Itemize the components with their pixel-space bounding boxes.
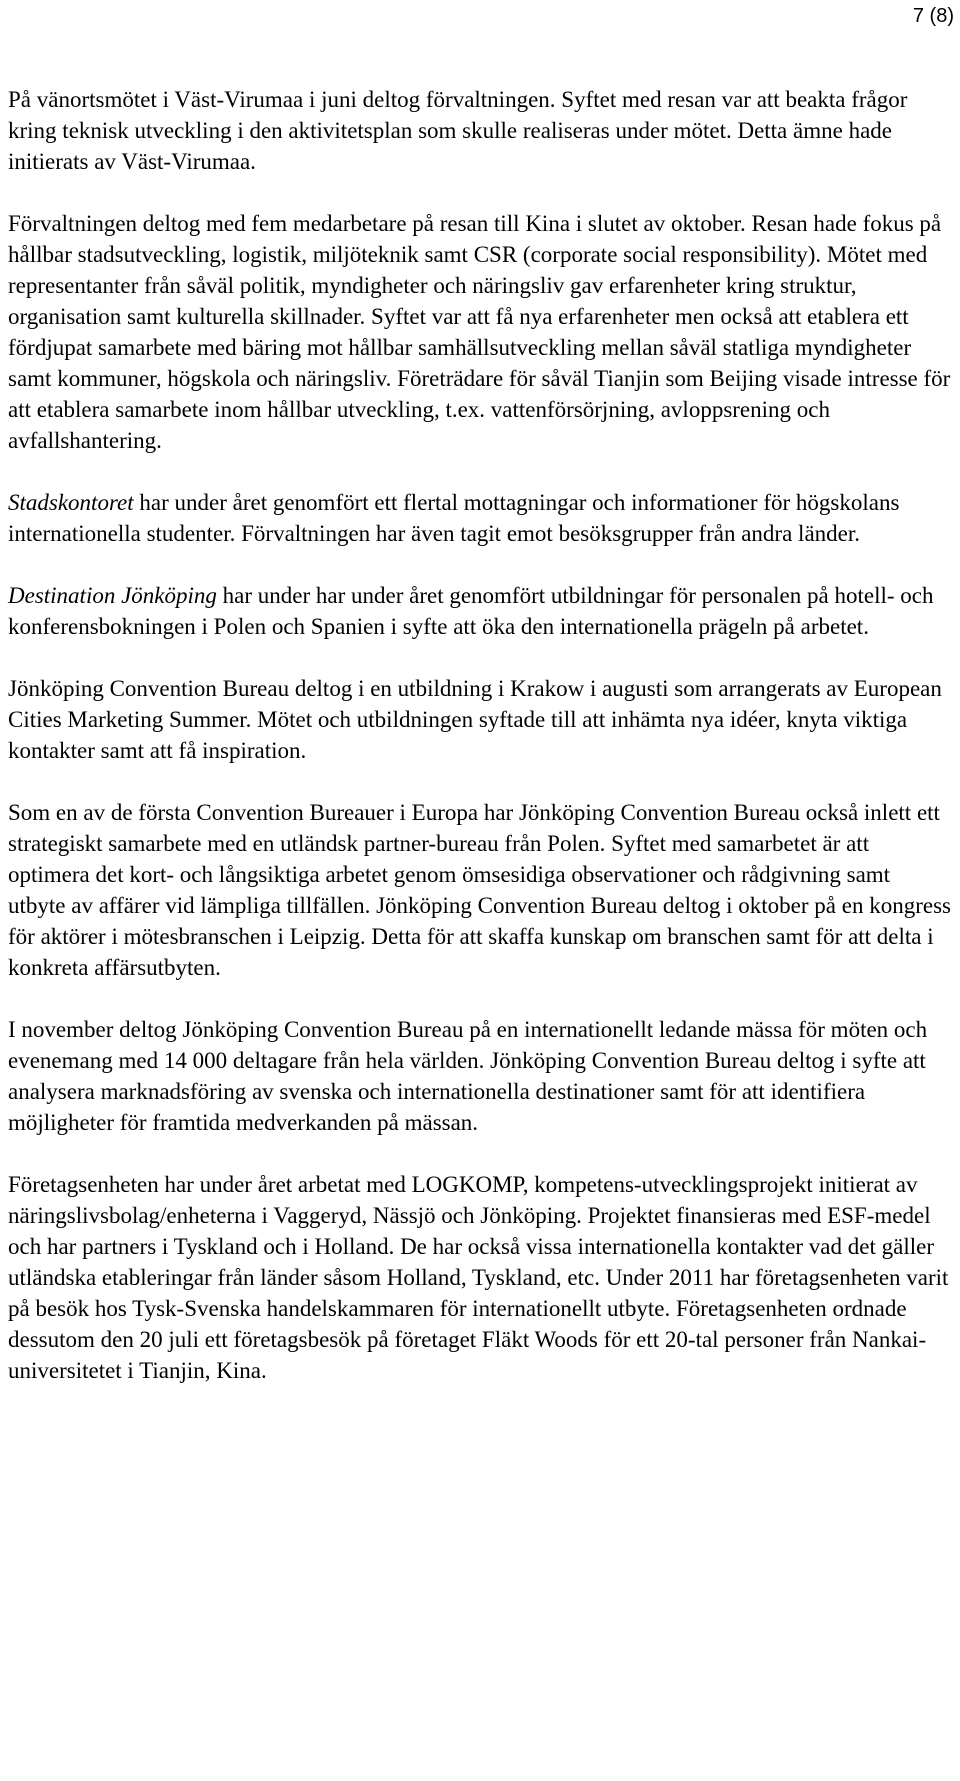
paragraph-text: har under året genomfört ett flertal mottagningar och informationer för högskolans internationella studenter. Förvaltningen har även tagit emot besöksgrupper från andra länder. <box>8 490 900 546</box>
paragraph-partner-bureau <box>8 797 952 983</box>
paragraph-text: I november deltog Jönköping Convention Bureau på en internationellt ledande mässa för möten och evenemang med 14 000 deltagare från hela världen. Jönköping Convention Bureau deltog i syfte att analysera marknadsföring av svenska och internationella destinationer samt för att identifiera möjligheter för framtida medverkanden på mässan. <box>8 1017 928 1135</box>
paragraph-text: Förvaltningen deltog med fem medarbetare på resan till Kina i slutet av oktober. Resan hade fokus på hållbar stadsutveckling, logistik, miljöteknik samt CSR (corporate social responsibility). Mötet med representanter från såväl politik, myndigheter och näringsliv gav erfarenheter kring struktur, organisation samt kulturella skillnader. Syftet var att få nya erfarenheter men också att etablera ett fördjupat samarbete med bäring mot hållbar samhällsutveckling mellan såväl statliga myndigheter samt kommuner, högskola och näringsliv. Företrädare för såväl Tianjin som Beijing visade intresse för att etablera samarbete inom hållbar utveckling, t.ex. vattenförsörjning, avloppsrening och avfallshantering. <box>8 211 951 453</box>
paragraph-stadskontoret <box>8 487 952 549</box>
paragraph-logkomp <box>8 1169 952 1386</box>
paragraph-lead: Stadskontoret <box>8 490 134 515</box>
page-number: 7 (8) <box>912 5 954 27</box>
paragraph-text: Företagsenheten har under året arbetat med LOGKOMP, kompetens-utvecklingsprojekt initierat av näringslivsbolag/enheterna i Vaggeryd, Nässjö och Jönköping. Projektet finansieras med ESF-medel och har partners i Tyskland och i Holland. De har också vissa internationella kontakter vad det gäller utländska etableringar från länder såsom Holland, Tyskland, etc. Under 2011 har företagsenheten varit på besök hos Tysk-Svenska handelskammaren för internationellt utbyte. Företagsenheten ordnade dessutom den 20 juli ett företagsbesök på företaget Fläkt Woods för ett 20-tal personer från Nankai-universitetet i Tianjin, Kina. <box>8 1172 949 1383</box>
document-body <box>8 84 952 1386</box>
paragraph-text: Som en av de första Convention Bureauer i Europa har Jönköping Convention Bureau också inlett ett strategiskt samarbete med en utländsk partner-bureau från Polen. Syftet med samarbetet är att optimera det kort- och långsiktiga arbetet genom ömsesidiga observationer och rådgivning samt utbyte av affärer vid lämpliga tillfällen. Jönköping Convention Bureau deltog i oktober på en kongress för aktörer i mötesbranschen i Leipzig. Detta för att skaffa kunskap om branschen samt för att delta i konkreta affärsutbyten. <box>8 800 951 980</box>
paragraph-lead: Destination Jönköping <box>8 583 217 608</box>
paragraph-destination-jonkoping <box>8 580 952 642</box>
paragraph-kina <box>8 208 952 456</box>
paragraph-vanort <box>8 84 952 177</box>
paragraph-text: På vänortsmötet i Väst-Virumaa i juni deltog förvaltningen. Syftet med resan var att beakta frågor kring teknisk utveckling i den aktivitetsplan som skulle realiseras under mötet. Detta ämne hade initierats av Väst-Virumaa. <box>8 87 908 174</box>
paragraph-text: har under har under året genomfört utbildningar för personalen på hotell- och konferensbokningen i Polen och Spanien i syfte att öka den internationella prägeln på arbetet. <box>8 583 934 639</box>
paragraph-text: Jönköping Convention Bureau deltog i en utbildning i Krakow i augusti som arrangerats av European Cities Marketing Summer. Mötet och utbildningen syftade till att inhämta nya idéer, knyta viktiga kontakter samt att få inspiration. <box>8 676 942 763</box>
paragraph-krakow <box>8 673 952 766</box>
paragraph-november-massa <box>8 1014 952 1138</box>
